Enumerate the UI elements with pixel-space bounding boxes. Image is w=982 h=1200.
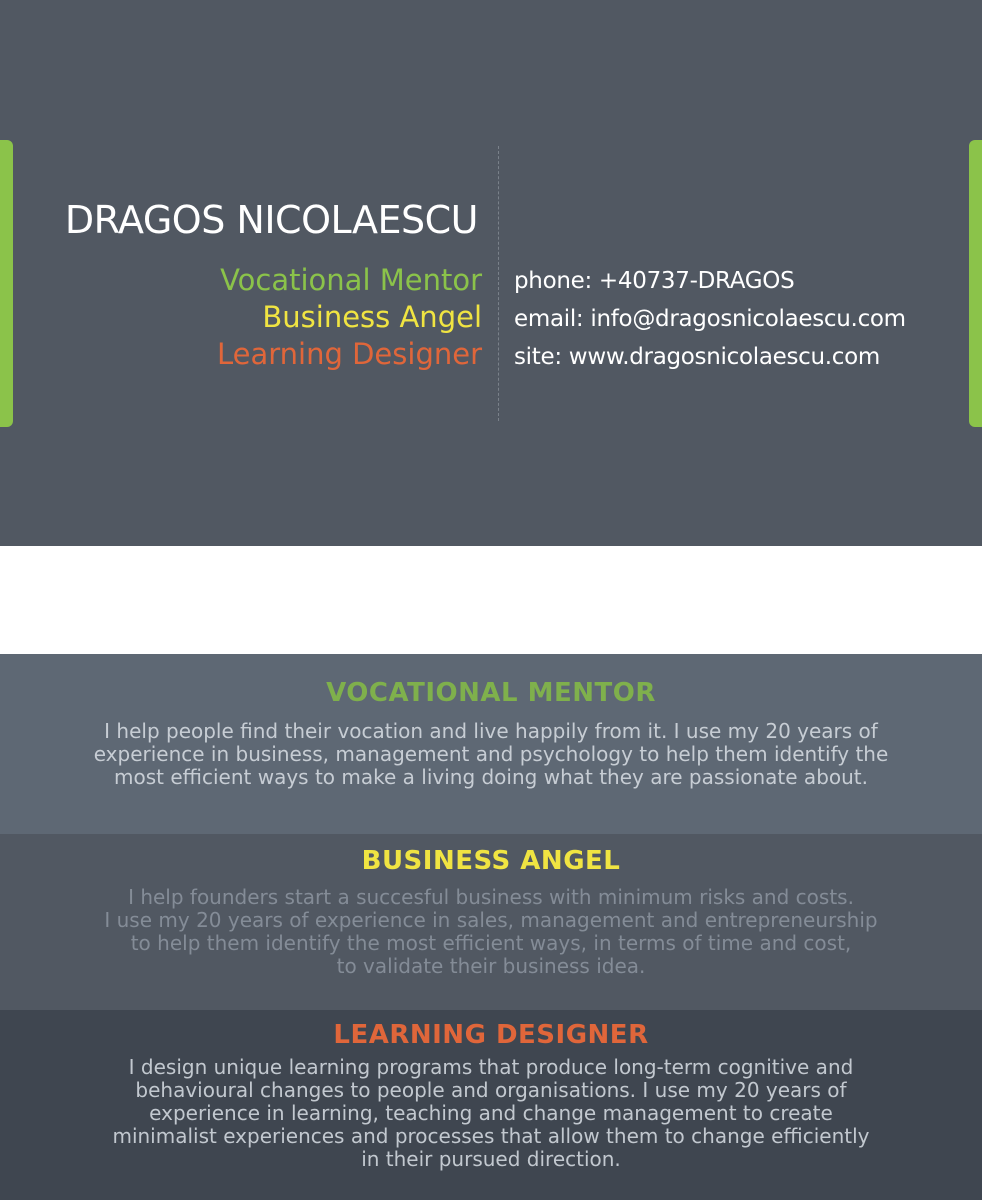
left-accent-bar [0,140,13,427]
section-vocational-mentor [0,654,982,834]
role-vocational-mentor: Vocational Mentor [220,263,482,297]
section-title: VOCATIONAL MENTOR [326,678,656,708]
role-business-angel: Business Angel [262,300,482,334]
contact-site: site: www.dragosnicolaescu.com [514,344,880,370]
contact-email: email: info@dragosnicolaescu.com [514,306,906,332]
person-name: DRAGOS NICOLAESCU [64,198,478,242]
section-title: BUSINESS ANGEL [361,846,621,876]
contact-phone: phone: +40737-DRAGOS [514,268,795,294]
section-body: I design unique learning programs that produce long-term cognitive and behavioural changes to people and organisations. I use my 20 years of experience in learning, teaching and change management to create minimalist experiences and processes that allow them to change efficiently in their pursued direction. [112,1055,870,1171]
contact-info [514,262,906,376]
business-card-front [0,0,982,546]
roles-list [217,262,482,373]
section-business-angel [0,834,982,1010]
section-body: I help founders start a succesful business with minimum risks and costs. I use my 20 years of experience in sales, management and entrepreneurship to help them identify the most efficient ways, in terms of time and cost, to validate their business idea. [104,885,878,978]
section-learning-designer [0,1010,982,1200]
role-learning-designer: Learning Designer [216,337,482,371]
right-accent-bar [969,140,982,427]
vertical-divider [498,146,499,421]
section-body: I help people find their vocation and live happily from it. I use my 20 years of experience in business, management and psychology to help them identify the most efficient ways to make a living doing what they are passionate about. [93,719,889,789]
section-title: LEARNING DESIGNER [333,1020,649,1050]
